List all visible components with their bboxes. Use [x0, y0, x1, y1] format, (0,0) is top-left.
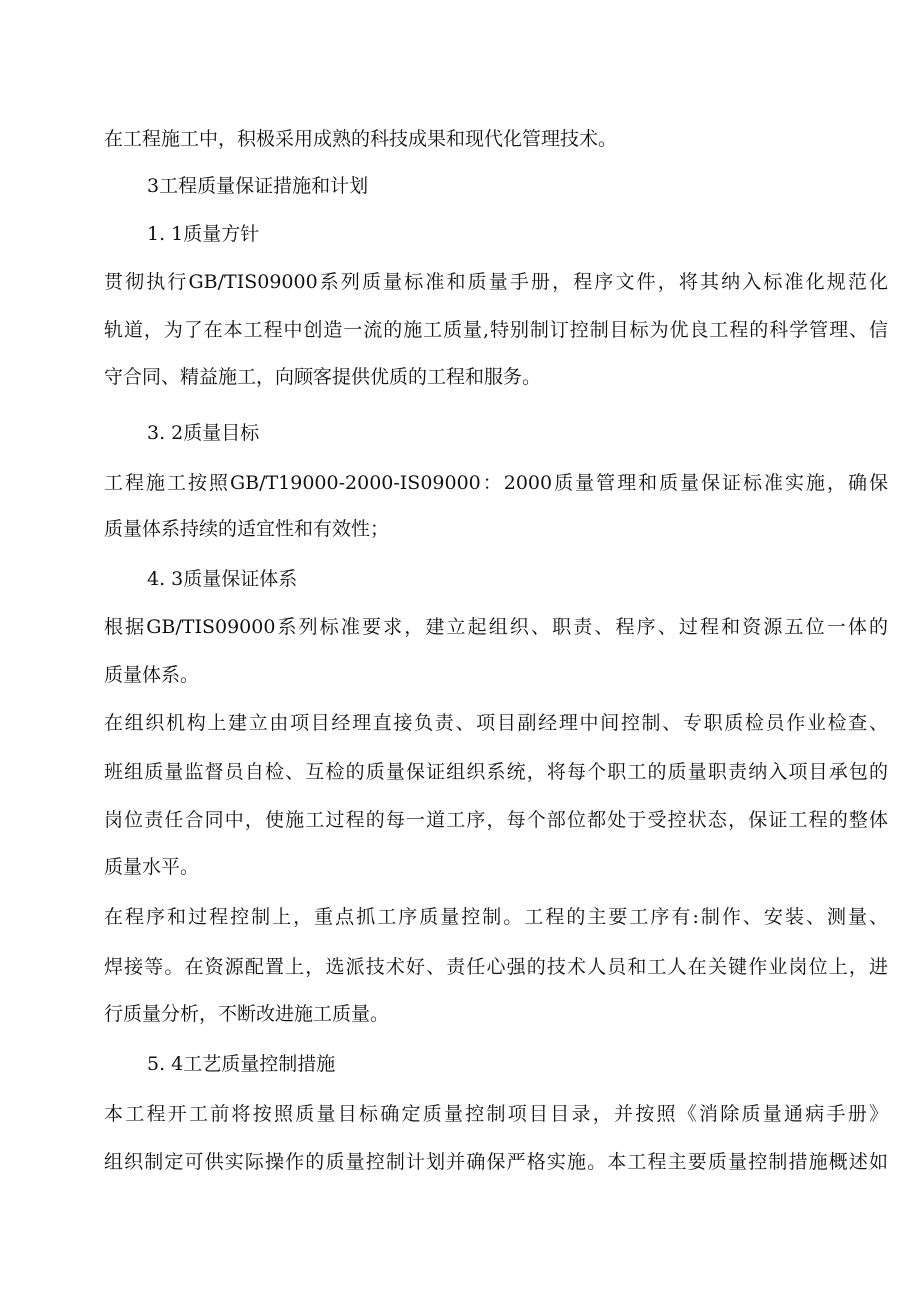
process-control-paragraph-line-3: 行质量分析，不断改进施工质量。: [104, 1003, 390, 1025]
organization-paragraph-line-1: 在组织机构上建立由项目经理直接负责、项目副经理中间控制、专职质检员作业检查、: [104, 712, 888, 734]
intro-paragraph-line-1: 在工程施工中，积极采用成熟的科技成果和现代化管理技术。: [104, 128, 618, 150]
control-measures-paragraph-line-1: 本工程开工前将按照质量目标确定质量控制项目目录，并按照《消除质量通病手册》: [104, 1103, 888, 1125]
quality-policy-paragraph-line-3: 守合同、精益施工，向顾客提供优质的工程和服务。: [104, 366, 542, 388]
process-control-paragraph-line-2: 焊接等。在资源配置上，选派技术好、责任心强的技术人员和工人在关键作业岗位上，进: [104, 956, 888, 978]
organization-paragraph-line-2: 班组质量监督员自检、互检的质量保证组织系统，将每个职工的质量职责纳入项目承包的: [104, 761, 888, 783]
subsection-heading-quality-policy: 1. 1质量方针: [147, 223, 260, 245]
section-heading-3: 3工程质量保证措施和计划: [147, 175, 369, 197]
quality-target-paragraph-line-1: 工程施工按照GB/T19000-2000-IS09000：2000质量管理和质量保证标准实施，确保: [104, 472, 888, 494]
quality-policy-paragraph-line-2: 轨道，为了在本工程中创造一流的施工质量,特别制订控制目标为优良工程的科学管理、信: [104, 319, 888, 341]
control-measures-paragraph-line-2: 组织制定可供实际操作的质量控制计划并确保严格实施。本工程主要质量控制措施概述如: [104, 1151, 888, 1173]
subsection-heading-process-quality-control: 5. 4工艺质量控制措施: [147, 1053, 336, 1075]
quality-policy-paragraph-line-1: 贯彻执行GB/TIS09000系列质量标准和质量手册，程序文件，将其纳入标准化规范化: [104, 271, 888, 293]
subsection-heading-quality-system: 4. 3质量保证体系: [147, 568, 298, 590]
quality-target-paragraph-line-2: 质量体系持续的适宜性和有效性；: [104, 518, 390, 540]
quality-system-paragraph-line-2: 质量体系。: [104, 664, 200, 686]
organization-paragraph-line-3: 岗位责任合同中，使施工过程的每一道工序，每个部位都处于受控状态，保证工程的整体: [104, 809, 888, 831]
quality-system-paragraph-line-1: 根据GB/TIS09000系列标准要求，建立起组织、职责、程序、过程和资源五位一体的: [104, 616, 888, 638]
organization-paragraph-line-4: 质量水平。: [104, 856, 200, 878]
subsection-heading-quality-target: 3. 2质量目标: [147, 422, 260, 444]
process-control-paragraph-line-1: 在程序和过程控制上，重点抓工序质量控制。工程的主要工序有:制作、安装、测量、: [104, 906, 888, 928]
